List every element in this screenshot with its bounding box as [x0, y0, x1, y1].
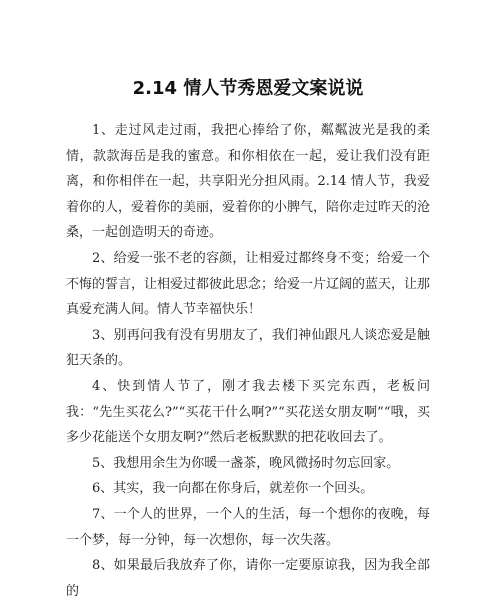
paragraph-5: 5、我想用余生为你暖一盏茶，晚风微扬时勿忘回家。: [92, 455, 400, 471]
document-body: [66, 118, 430, 604]
paragraph-4: 4、快到情人节了，刚才我去楼下买完东西，老板问我：“先生买花么?”“买花干什么啊?”“买花送女朋友啊”“哦，买多少花能送个女朋友啊?”然后老板默默的把花收回去了。: [66, 378, 430, 446]
paragraph-3: 3、别再问我有没有男朋友了，我们神仙跟凡人谈恋爱是触犯天条的。: [66, 327, 430, 369]
paragraph-6: 6、其实，我一向都在你身后，就差你一个回头。: [92, 481, 374, 497]
document-title: 2.14 情人节秀恩爱文案说说: [132, 78, 364, 99]
paragraph-8: 8、如果最后我放弃了你，请你一定要原谅我，因为我全部的: [66, 558, 430, 599]
paragraph-2: 2、给爱一张不老的容颜，让相爱过都终身不变；给爱一个不悔的誓言，让相爱过都彼此思念；给爱一片辽阔的蓝天，让那真爱充满人间。情人节幸福快乐！: [66, 250, 431, 318]
paragraph-7: 7、一个人的世界，一个人的生活，每一个想你的夜晚，每一个梦，每一分钟，每一次想你，每一次失落。: [66, 506, 430, 548]
paragraph-1: 1、走过风走过雨，我把心捧给了你，粼粼波光是我的柔情，款款海岳是我的蜜意。和你相依在一起，爱让我们没有距离，和你相伴在一起，共享阳光分担风雨。2.14 情人节，我爱着你的人，爱着你的美丽，爱着你的小脾气，陪你走过昨天的沧桑，一起创造明天的奇迹。: [66, 123, 431, 241]
